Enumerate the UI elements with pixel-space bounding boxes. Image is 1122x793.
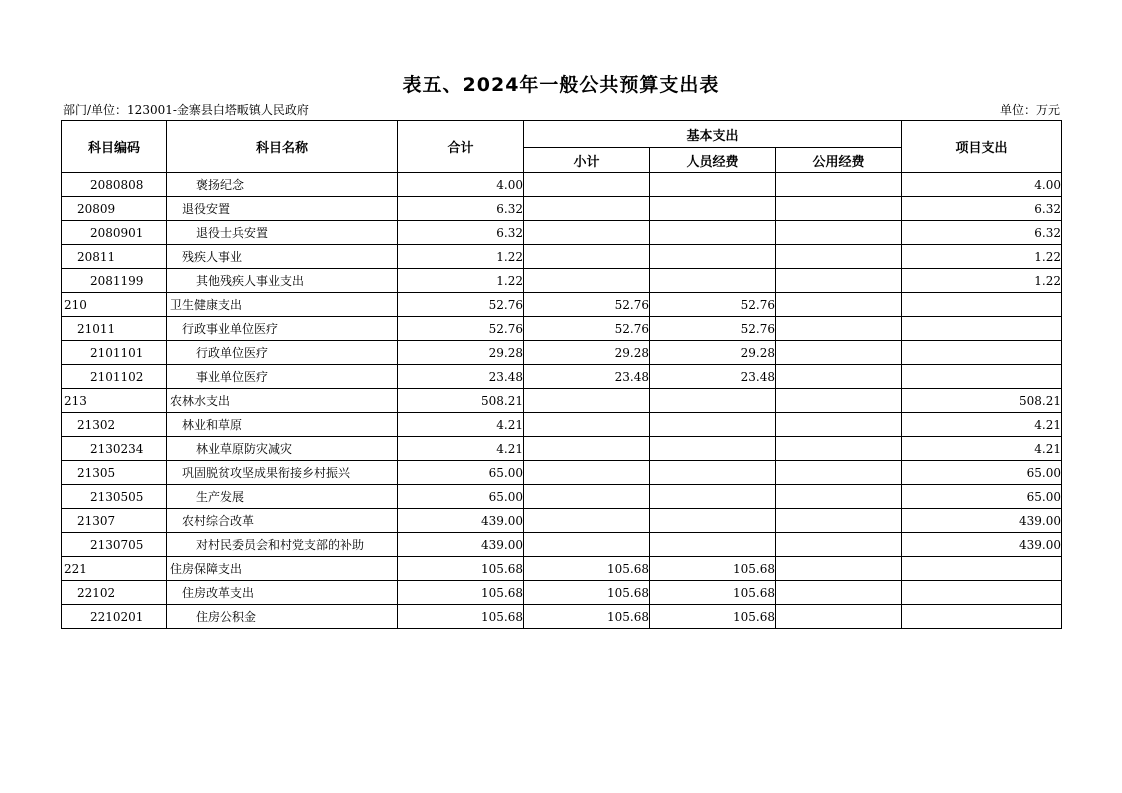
table-row: [62, 317, 1062, 341]
table-row: [62, 269, 1062, 293]
cell-project: [902, 341, 1062, 365]
cell-code: 21011: [62, 317, 167, 341]
cell-public: [776, 269, 902, 293]
cell-total: 6.32: [398, 221, 524, 245]
cell-personnel: 105.68: [650, 581, 776, 605]
cell-total: 1.22: [398, 245, 524, 269]
cell-personnel: [650, 389, 776, 413]
cell-subtotal: [524, 413, 650, 437]
cell-total: 65.00: [398, 485, 524, 509]
cell-project: 439.00: [902, 509, 1062, 533]
cell-total: 6.32: [398, 197, 524, 221]
cell-public: [776, 413, 902, 437]
cell-personnel: [650, 437, 776, 461]
cell-total: 29.28: [398, 341, 524, 365]
budget-table: [61, 120, 1062, 629]
cell-project: [902, 365, 1062, 389]
cell-code: 210: [62, 293, 167, 317]
cell-code: 2101102: [62, 365, 167, 389]
cell-total: 439.00: [398, 533, 524, 557]
cell-subtotal: [524, 245, 650, 269]
cell-subtotal: [524, 437, 650, 461]
header-name: 科目名称: [167, 121, 398, 173]
table-row: [62, 605, 1062, 629]
cell-name: 巩固脱贫攻坚成果衔接乡村振兴: [167, 461, 398, 485]
cell-subtotal: 23.48: [524, 365, 650, 389]
cell-project: [902, 557, 1062, 581]
cell-public: [776, 293, 902, 317]
cell-subtotal: 52.76: [524, 293, 650, 317]
cell-personnel: [650, 173, 776, 197]
cell-public: [776, 365, 902, 389]
cell-subtotal: [524, 269, 650, 293]
cell-public: [776, 221, 902, 245]
cell-project: [902, 317, 1062, 341]
cell-subtotal: 105.68: [524, 557, 650, 581]
table-body: [62, 173, 1062, 629]
cell-project: [902, 581, 1062, 605]
table-row: [62, 173, 1062, 197]
cell-code: 2130234: [62, 437, 167, 461]
cell-public: [776, 437, 902, 461]
cell-code: 21305: [62, 461, 167, 485]
table-row: [62, 533, 1062, 557]
cell-total: 105.68: [398, 557, 524, 581]
cell-public: [776, 605, 902, 629]
cell-personnel: [650, 485, 776, 509]
cell-public: [776, 317, 902, 341]
cell-project: 1.22: [902, 245, 1062, 269]
cell-subtotal: 52.76: [524, 317, 650, 341]
table-row: [62, 557, 1062, 581]
cell-total: 4.21: [398, 413, 524, 437]
cell-code: 2130505: [62, 485, 167, 509]
cell-subtotal: 105.68: [524, 581, 650, 605]
cell-project: [902, 293, 1062, 317]
cell-name: 农林水支出: [167, 389, 398, 413]
header-total: 合计: [398, 121, 524, 173]
table-row: [62, 509, 1062, 533]
table-row: [62, 245, 1062, 269]
header-public: 公用经费: [776, 148, 902, 173]
cell-total: 1.22: [398, 269, 524, 293]
cell-personnel: [650, 509, 776, 533]
cell-public: [776, 557, 902, 581]
cell-code: 2101101: [62, 341, 167, 365]
table-row: [62, 581, 1062, 605]
cell-personnel: [650, 413, 776, 437]
cell-project: 4.00: [902, 173, 1062, 197]
cell-project: 65.00: [902, 485, 1062, 509]
table-row: [62, 293, 1062, 317]
header-code: 科目编码: [62, 121, 167, 173]
cell-subtotal: [524, 221, 650, 245]
cell-subtotal: [524, 389, 650, 413]
table-row: [62, 365, 1062, 389]
cell-project: 508.21: [902, 389, 1062, 413]
cell-name: 其他残疾人事业支出: [167, 269, 398, 293]
cell-personnel: [650, 197, 776, 221]
cell-total: 105.68: [398, 581, 524, 605]
cell-subtotal: [524, 533, 650, 557]
cell-code: 2210201: [62, 605, 167, 629]
cell-public: [776, 533, 902, 557]
cell-public: [776, 173, 902, 197]
cell-personnel: 23.48: [650, 365, 776, 389]
cell-name: 事业单位医疗: [167, 365, 398, 389]
cell-personnel: [650, 533, 776, 557]
cell-name: 农村综合改革: [167, 509, 398, 533]
cell-personnel: 52.76: [650, 293, 776, 317]
cell-public: [776, 485, 902, 509]
cell-project: 439.00: [902, 533, 1062, 557]
cell-name: 退役士兵安置: [167, 221, 398, 245]
page-title: 表五、2024年一般公共预算支出表: [402, 74, 720, 96]
cell-code: 20809: [62, 197, 167, 221]
cell-subtotal: [524, 461, 650, 485]
table-row: [62, 197, 1062, 221]
cell-code: 21302: [62, 413, 167, 437]
cell-personnel: 29.28: [650, 341, 776, 365]
cell-name: 林业和草原: [167, 413, 398, 437]
cell-code: 221: [62, 557, 167, 581]
header-project: 项目支出: [902, 121, 1062, 173]
cell-name: 行政单位医疗: [167, 341, 398, 365]
cell-subtotal: [524, 485, 650, 509]
cell-total: 4.00: [398, 173, 524, 197]
cell-public: [776, 341, 902, 365]
cell-subtotal: 29.28: [524, 341, 650, 365]
header-subtotal: 小计: [524, 148, 650, 173]
cell-public: [776, 197, 902, 221]
cell-personnel: 105.68: [650, 557, 776, 581]
cell-public: [776, 461, 902, 485]
cell-public: [776, 581, 902, 605]
cell-project: 65.00: [902, 461, 1062, 485]
cell-name: 褒扬纪念: [167, 173, 398, 197]
cell-code: 213: [62, 389, 167, 413]
cell-total: 65.00: [398, 461, 524, 485]
cell-personnel: 105.68: [650, 605, 776, 629]
table-row: [62, 413, 1062, 437]
cell-code: 20811: [62, 245, 167, 269]
cell-personnel: [650, 269, 776, 293]
table-row: [62, 389, 1062, 413]
table-row: [62, 437, 1062, 461]
cell-personnel: [650, 221, 776, 245]
cell-public: [776, 509, 902, 533]
cell-project: 4.21: [902, 437, 1062, 461]
cell-total: 105.68: [398, 605, 524, 629]
cell-name: 对村民委员会和村党支部的补助: [167, 533, 398, 557]
cell-personnel: 52.76: [650, 317, 776, 341]
cell-project: 6.32: [902, 221, 1062, 245]
cell-name: 林业草原防灾减灾: [167, 437, 398, 461]
cell-name: 住房保障支出: [167, 557, 398, 581]
cell-total: 52.76: [398, 317, 524, 341]
cell-project: [902, 605, 1062, 629]
cell-name: 住房改革支出: [167, 581, 398, 605]
unit-label: 单位：万元: [999, 103, 1060, 117]
cell-subtotal: [524, 197, 650, 221]
cell-name: 行政事业单位医疗: [167, 317, 398, 341]
table-row: [62, 341, 1062, 365]
cell-public: [776, 245, 902, 269]
cell-subtotal: [524, 173, 650, 197]
cell-total: 508.21: [398, 389, 524, 413]
cell-personnel: [650, 461, 776, 485]
cell-subtotal: 105.68: [524, 605, 650, 629]
cell-total: 23.48: [398, 365, 524, 389]
cell-name: 住房公积金: [167, 605, 398, 629]
cell-total: 52.76: [398, 293, 524, 317]
cell-code: 2130705: [62, 533, 167, 557]
cell-code: 2081199: [62, 269, 167, 293]
cell-code: 2080901: [62, 221, 167, 245]
cell-personnel: [650, 245, 776, 269]
cell-name: 生产发展: [167, 485, 398, 509]
table-row: [62, 485, 1062, 509]
cell-public: [776, 389, 902, 413]
header-personnel: 人员经费: [650, 148, 776, 173]
table-row: [62, 221, 1062, 245]
cell-name: 退役安置: [167, 197, 398, 221]
header-basic: 基本支出: [524, 121, 902, 148]
cell-code: 21307: [62, 509, 167, 533]
cell-total: 4.21: [398, 437, 524, 461]
cell-name: 卫生健康支出: [167, 293, 398, 317]
cell-name: 残疾人事业: [167, 245, 398, 269]
table-row: [62, 461, 1062, 485]
cell-total: 439.00: [398, 509, 524, 533]
cell-code: 2080808: [62, 173, 167, 197]
cell-project: 1.22: [902, 269, 1062, 293]
cell-subtotal: [524, 509, 650, 533]
department-label: 部门/单位：123001-金寨县白塔畈镇人民政府: [63, 103, 309, 117]
cell-code: 22102: [62, 581, 167, 605]
cell-project: 6.32: [902, 197, 1062, 221]
cell-project: 4.21: [902, 413, 1062, 437]
